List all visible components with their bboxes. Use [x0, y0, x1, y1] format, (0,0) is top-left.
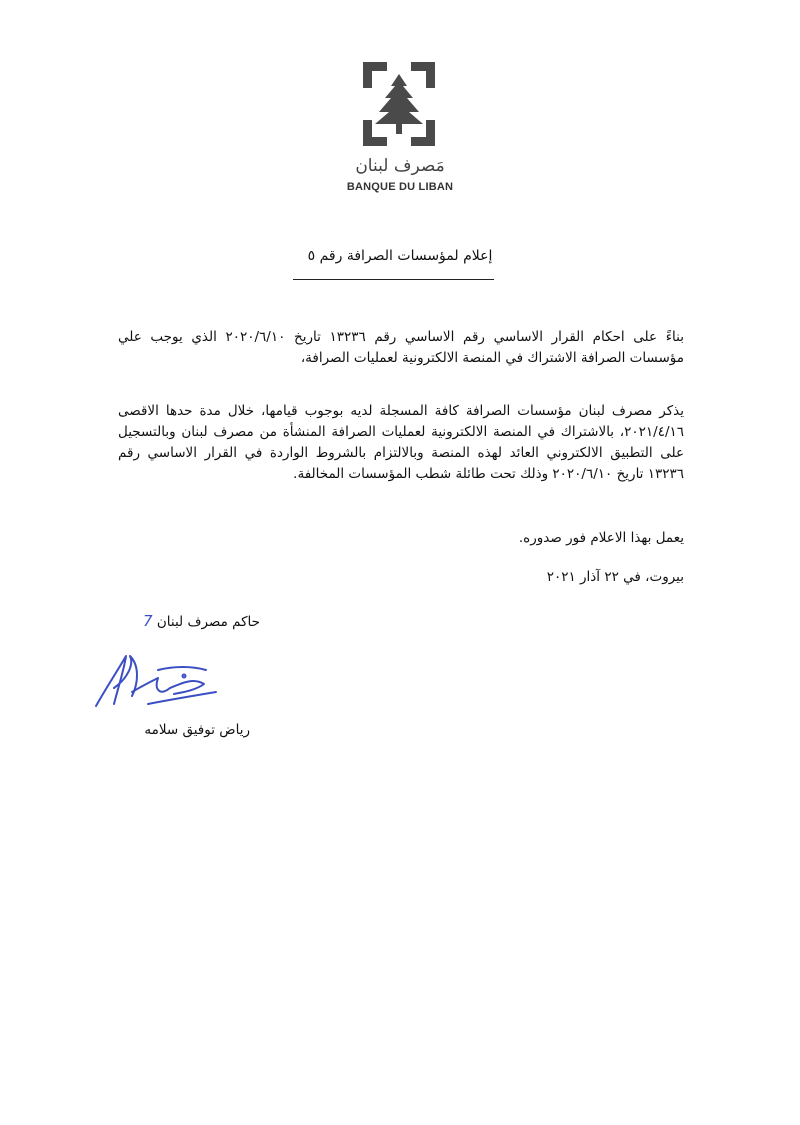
- logo-latin-name: BANQUE DU LIBAN: [346, 181, 454, 193]
- logo-arabic-name: مَصرف لبنان: [355, 156, 445, 176]
- paragraph-reminder: يذكر مصرف لبنان مؤسسات الصرافة كافة المسجلة لديه بوجوب قيامها، خلال مدة حدها الاقصى ٢٠٢١/٤/١٦، بالاشتراك في المنصة الالكترونية لعمليات الصرافة المنشأة من مصرف لبنان وبالتسجيل على التطبيق الالكتروني العائد لهذه المنصة وبالالتزام بالشروط الواردة في القرار الاساسي رقم ١٣٢٣٦ تاريخ ٢٠٢٠/٦/١٠ وذلك تحت طائلة شطب المؤسسات المخالفة.: [118, 403, 684, 482]
- document-title: إعلام لمؤسسات الصرافة رقم ٥: [307, 248, 493, 264]
- signer-title: [100, 612, 260, 630]
- cedar-tree-icon: [363, 62, 435, 146]
- bank-logo: [333, 62, 467, 202]
- signer-name: رياض توفيق سلامه: [144, 722, 250, 738]
- paragraph-effective: يعمل بهذا الاعلام فور صدوره.: [518, 530, 684, 546]
- handwritten-signature: [88, 648, 228, 714]
- handwritten-mark: 7: [143, 612, 153, 630]
- title-underline: [293, 279, 494, 280]
- paragraph-legal-basis: بناءً على احكام القرار الاساسي رقم الاساسي رقم ١٣٢٣٦ تاريخ ٢٠٢٠/٦/١٠ الذي يوجب علي مؤسسات الصرافة الاشتراك في المنصة الالكترونية لعمليات الصرافة،: [118, 329, 684, 366]
- signer-title-text: حاكم مصرف لبنان: [156, 614, 260, 630]
- place-date: بيروت، في ٢٢ آذار ٢٠٢١: [546, 569, 684, 585]
